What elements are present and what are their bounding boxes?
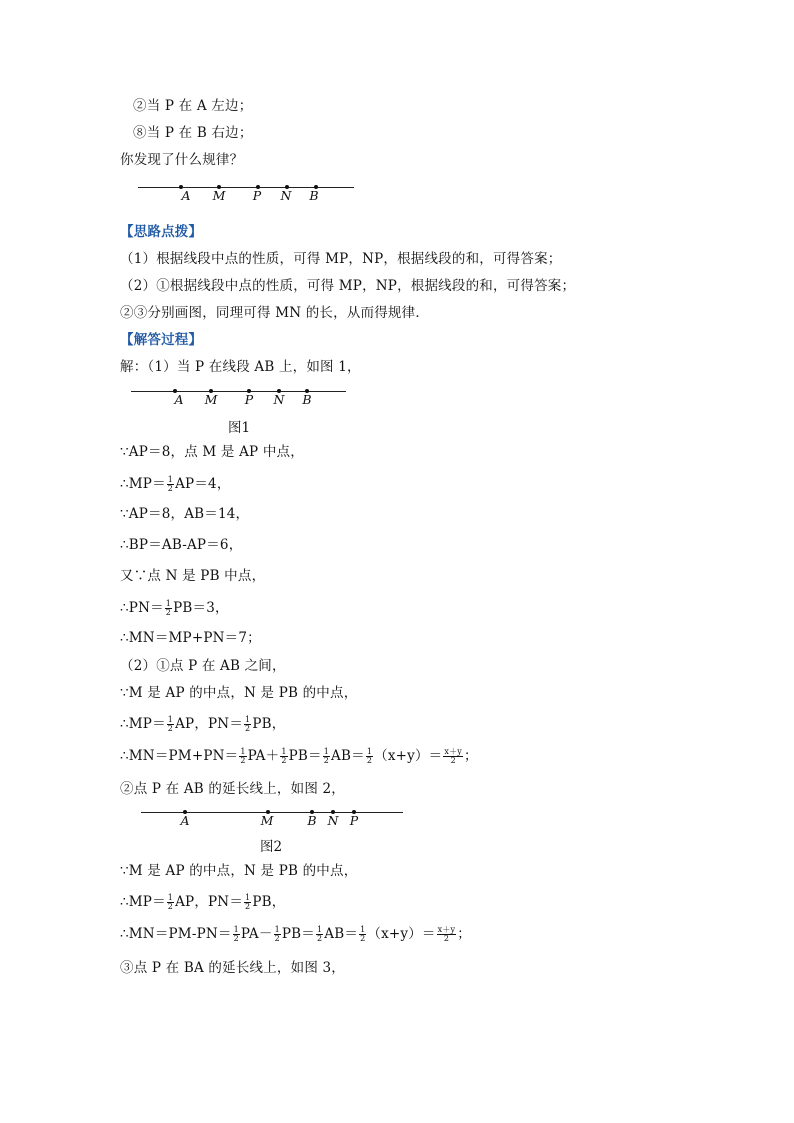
fraction: $\frac{1}{2}$ (360, 925, 366, 943)
fraction: $\frac{1}{2}$ (274, 925, 280, 943)
point-label: M (204, 392, 218, 407)
fraction: $\frac{x+y}{2}$ (444, 747, 463, 765)
text-line: ②当 P 在 A 左边； (133, 98, 253, 114)
point-label: N (327, 813, 339, 828)
fraction: $\frac{1}{2}$ (240, 747, 246, 765)
text-line: ∴MN＝PM-PN＝ $\frac{1}{2}$ PA－ $\frac{1}{2}$ PB＝ $\frac{1}{2}$ AB＝ $\frac{1}{2}$ （x+y）＝ $\frac{x+y}{2}$ ； (120, 925, 471, 943)
fraction: $\frac{1}{2}$ (323, 747, 330, 765)
fraction: $\frac{1}{2}$ (281, 747, 287, 765)
number-line-figure-2 (141, 805, 405, 829)
figure-caption: 图2 (260, 839, 283, 855)
text-line: ∴MP＝ $\frac{1}{2}$ AP，PN＝ $\frac{1}{2}$ PB， (120, 893, 286, 911)
point-label: A (180, 813, 190, 828)
point-label: B (307, 813, 317, 828)
point-label: P (349, 813, 359, 828)
text-line: （2）①点 P 在 AB 之间， (120, 658, 286, 674)
text-line: ∴MN＝PM+PN＝ $\frac{1}{2}$ PA＋ $\frac{1}{2}$ PB＝ $\frac{1}{2}$ AB＝ $\frac{1}{2}$ （x+y）＝ $\frac{x+y}{2}$ ； (120, 747, 478, 765)
text-line: ∵M 是 AP 的中点，N 是 PB 的中点， (120, 863, 358, 879)
text-line: 你发现了什么规律？ (120, 152, 244, 168)
figure-caption: 图1 (228, 420, 251, 436)
fraction: $\frac{1}{2}$ (165, 599, 172, 617)
text-line: 解：（1）当 P 在线段 AB 上，如图 1， (120, 359, 361, 375)
fraction: $\frac{1}{2}$ (245, 715, 251, 733)
text-line: （1）根据线段中点的性质，可得 MP，NP，根据线段的和，可得答案； (120, 251, 562, 267)
text-line: ∵AP＝8，点 M 是 AP 中点， (120, 444, 304, 460)
text-line: ②点 P 在 AB 的延长线上，如图 2， (120, 781, 345, 797)
text-line: ∴MP＝ $\frac{1}{2}$ AP，PN＝ $\frac{1}{2}$ PB， (120, 715, 286, 733)
text-line: ③点 P 在 BA 的延长线上，如图 3， (120, 960, 345, 976)
point-label: A (174, 392, 184, 407)
point-label: P (252, 188, 262, 203)
number-line-figure-1 (131, 384, 347, 408)
point-label: N (273, 392, 285, 407)
fraction: $\frac{1}{2}$ (167, 715, 174, 733)
fraction: $\frac{1}{2}$ (233, 925, 239, 943)
section-heading: 【解答过程】 (120, 332, 203, 348)
text-line: （2）①根据线段中点的性质，可得 MP，NP，根据线段的和，可得答案； (120, 278, 576, 294)
point-label: B (309, 188, 319, 203)
text-line: ∴PN＝ $\frac{1}{2}$ PB＝3， (120, 599, 229, 617)
fraction: $\frac{1}{2}$ (167, 893, 174, 911)
fraction: $\frac{1}{2}$ (245, 893, 251, 911)
text-line: ∴MN＝MP+PN＝7； (120, 630, 261, 646)
text-line: ②③分别画图，同理可得 MN 的长，从而得规律． (120, 305, 430, 321)
text-line: ∵AP＝8，AB＝14， (120, 506, 250, 522)
number-line-figure (138, 180, 354, 204)
section-heading: 【思路点拨】 (120, 224, 203, 240)
point-label: B (302, 392, 312, 407)
point-label: A (181, 188, 191, 203)
text-line: 又∵点 N 是 PB 中点， (120, 568, 266, 584)
fraction: $\frac{x+y}{2}$ (437, 925, 456, 943)
point-label: N (280, 188, 292, 203)
point-label: M (260, 813, 274, 828)
text-line: ∵M 是 AP 的中点，N 是 PB 的中点， (120, 685, 358, 701)
text-line: ∴MP＝ $\frac{1}{2}$ AP＝4， (120, 475, 231, 493)
point-label: M (212, 188, 226, 203)
text-line: ⑧当 P 在 B 右边； (133, 125, 253, 141)
point-label: P (244, 392, 254, 407)
fraction: $\frac{1}{2}$ (167, 475, 174, 493)
fraction: $\frac{1}{2}$ (317, 925, 323, 943)
fraction: $\frac{1}{2}$ (366, 747, 373, 765)
text-line: ∴BP＝AB-AP＝6， (120, 537, 243, 553)
